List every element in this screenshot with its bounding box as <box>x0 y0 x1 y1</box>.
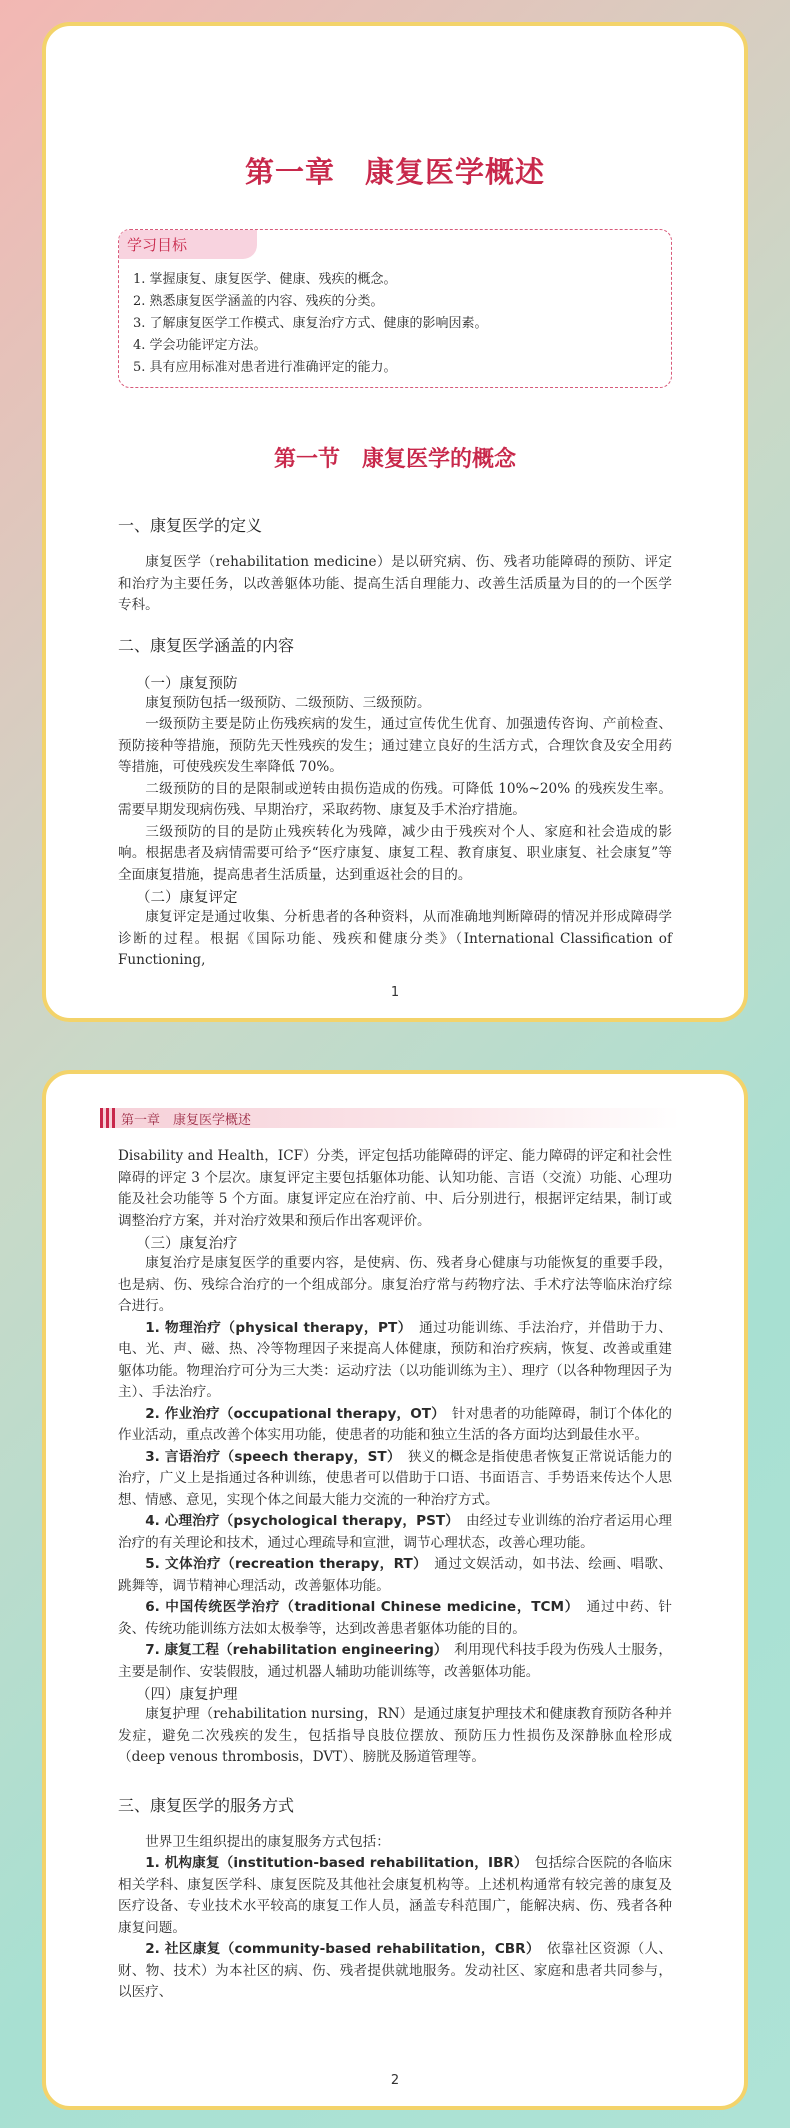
page-2-content <box>118 1146 672 2004</box>
therapy-text: 通过文娱活动，如书法、绘画、唱歌、跳舞等，调节精神心理活动，改善躯体功能。 <box>118 1556 673 1594</box>
service-item <box>118 1853 672 1939</box>
therapy-name: 5. 文体治疗（recreation therapy，RT） <box>145 1556 421 1572</box>
learning-objectives-label: 学习目标 <box>119 230 257 259</box>
page-number: 2 <box>390 2073 400 2088</box>
learning-objectives-list <box>133 269 671 379</box>
therapy-name: 3. 言语治疗（speech therapy，ST） <box>145 1448 395 1465</box>
heading-nursing: （四）康复护理 <box>136 1687 238 1703</box>
page-1-content <box>118 26 672 972</box>
therapy-name: 7. 康复工程（rehabilitation engineering） <box>145 1642 441 1658</box>
therapy-text: 通过功能训练、手法治疗，并借助于力、电、光、声、磁、热、冷等物理因子来提高人体健康，预防和治疗疾病，恢复、改善或重建躯体功能。物理治疗可分为三大类：运动疗法（以功能训练为主）、理疗（以各种物理因子为主）、手法治疗。 <box>118 1319 673 1400</box>
service-item <box>118 1939 672 2004</box>
therapy-text: 由经过专业训练的治疗者运用心理治疗的有关理论和技术，通过心理疏导和宣泄，调节心理状态，改善心理功能。 <box>118 1513 673 1551</box>
therapy-name: 1. 物理治疗（physical therapy，PT） <box>145 1319 405 1336</box>
heading-content: 二、康复医学涵盖的内容 <box>118 635 295 655</box>
therapy-item <box>118 1640 672 1683</box>
therapy-name: 4. 心理治疗（psychological therapy，PST） <box>145 1513 453 1529</box>
therapy-item <box>118 1318 672 1404</box>
page-2 <box>42 1070 748 2110</box>
therapy-text: 狭义的概念是指使患者恢复正常说话能力的治疗，广义上是指通过各种训练，使患者可以借助于口语、书面语言、手势语来传达个人思想、情感、意见，实现个体之间最大能力交流的一种治疗方式。 <box>118 1448 673 1508</box>
paragraph: Disability and Health，ICF）分类，评定包括功能障碍的评定、能力障碍的评定和社会性障碍的评定 3 个层次。康复评定主要包括躯体功能、认知功能、言语（交流）功能、心理功能及社会功能等 5 个方面。康复评定应在治疗前、中、后分别进行，根据评定结果，制订或调整治疗方案，并对治疗效果和预后作出客观评价。 <box>118 1148 672 1229</box>
therapy-item <box>118 1447 672 1512</box>
learning-objectives-box <box>118 229 672 388</box>
objective-item: 3. 了解康复医学工作模式、康复治疗方式、健康的影响因素。 <box>133 316 488 331</box>
service-name: 1. 机构康复（institution-based rehabilitation，IBR） <box>145 1855 521 1871</box>
section-title: 第一节 康复医学的概念 <box>273 447 516 472</box>
therapy-item <box>118 1511 672 1554</box>
objective-item: 2. 熟悉康复医学涵盖的内容、残疾的分类。 <box>133 294 384 309</box>
therapy-text: 针对患者的功能障碍，制订个体化的作业活动，重点改善个体实用功能，使患者的功能和独立生活的各方面均达到最佳水平。 <box>118 1405 673 1443</box>
paragraph-definition: 康复医学（rehabilitation medicine）是以研究病、伤、残者功能障碍的预防、评定和治疗为主要任务，以改善躯体功能、提高生活自理能力、改善生活质量为目的的一个医学专科。 <box>118 554 672 613</box>
therapy-name: 2. 作业治疗（occupational therapy，OT） <box>145 1405 439 1422</box>
running-head <box>100 1108 680 1128</box>
heading-service: 三、康复医学的服务方式 <box>118 1795 295 1815</box>
service-text: 依靠社区资源（人、财、物、技术）为本社区的病、伤、残者提供就地服务。发动社区、家庭和患者共同参与，以医疗、 <box>118 1941 673 2000</box>
heading-definition: 一、康复医学的定义 <box>118 516 263 535</box>
service-name: 2. 社区康复（community-based rehabilitation，CBR） <box>145 1941 534 1957</box>
therapy-item <box>118 1404 672 1447</box>
paragraph: 康复评定是通过收集、分析患者的各种资料，从而准确地判断障碍的情况并形成障碍学诊断的过程。根据《国际功能、残疾和健康分类》（International Classification of Functioning, <box>118 909 672 968</box>
therapy-item <box>118 1554 672 1597</box>
heading-prevention: （一）康复预防 <box>136 675 238 692</box>
therapy-item <box>118 1597 672 1640</box>
paragraph: 三级预防的目的是防止残疾转化为残障，减少由于残疾对个人、家庭和社会造成的影响。根据患者及病情需要可给予“医疗康复、康复工程、教育康复、职业康复、社会康复”等全面康复措施，提高患者生活质量，达到重返社会的目的。 <box>118 823 672 883</box>
paragraph: 康复护理（rehabilitation nursing，RN）是通过康复护理技术和健康教育预防各种并发症，避免二次残疾的发生，包括指导良肢位摆放、预防压力性损伤及深静脉血栓形成（deep venous thrombosis，DVT）、膀胱及肠道管理等。 <box>118 1706 672 1765</box>
service-text: 包括综合医院的各临床相关学科、康复医学科、康复医院及其他社会康复机构等。上述机构通常有较完善的康复及医疗设备、专业技术水平较高的康复工作人员，涵盖专科范围广，能解决病、伤、残者各种康复问题。 <box>118 1855 673 1936</box>
page-number: 1 <box>390 985 400 1000</box>
running-head-bars <box>100 1108 115 1128</box>
objective-item: 1. 掌握康复、康复医学、健康、残疾的概念。 <box>133 272 397 287</box>
heading-therapy: （三）康复治疗 <box>136 1236 238 1252</box>
objective-item: 5. 具有应用标准对患者进行准确评定的能力。 <box>133 360 397 375</box>
chapter-title: 第一章 康复医学概述 <box>244 155 545 189</box>
paragraph: 二级预防的目的是限制或逆转由损伤造成的伤残。可降低 10%~20% 的残疾发生率。需要早期发现病伤残、早期治疗，采取药物、康复及手术治疗措施。 <box>118 780 672 818</box>
therapy-name: 6. 中国传统医学治疗（traditional Chinese medicine，TCM） <box>145 1599 573 1615</box>
paragraph: 世界卫生组织提出的康复服务方式包括： <box>145 1833 390 1850</box>
paragraph: 康复治疗是康复医学的重要内容，是使病、伤、残者身心健康与功能恢复的重要手段，也是病、伤、残综合治疗的一个组成部分。康复治疗常与药物疗法、手术疗法等临床治疗综合进行。 <box>118 1255 672 1314</box>
running-head-text: 第一章 康复医学概述 <box>121 1112 252 1128</box>
therapy-text: 利用现代科技手段为伤残人士服务，主要是制作、安装假肢，通过机器人辅助功能训练等，改善躯体功能。 <box>118 1642 673 1680</box>
paragraph: 康复预防包括一级预防、二级预防、三级预防。 <box>145 694 431 711</box>
paragraph: 一级预防主要是防止伤残疾病的发生，通过宣传优生优育、加强遗传咨询、产前检查、预防接种等措施，预防先天性残疾的发生；通过建立良好的生活方式，合理饮食及安全用药等措施，可使残疾发生率降低 70%。 <box>118 716 672 775</box>
objective-item: 4. 学会功能评定方法。 <box>133 338 267 353</box>
heading-assessment: （二）康复评定 <box>136 890 238 906</box>
page-1 <box>42 22 748 1022</box>
therapy-text: 通过中药、针灸、传统功能训练方法如太极拳等，达到改善患者躯体功能的目的。 <box>118 1599 673 1637</box>
